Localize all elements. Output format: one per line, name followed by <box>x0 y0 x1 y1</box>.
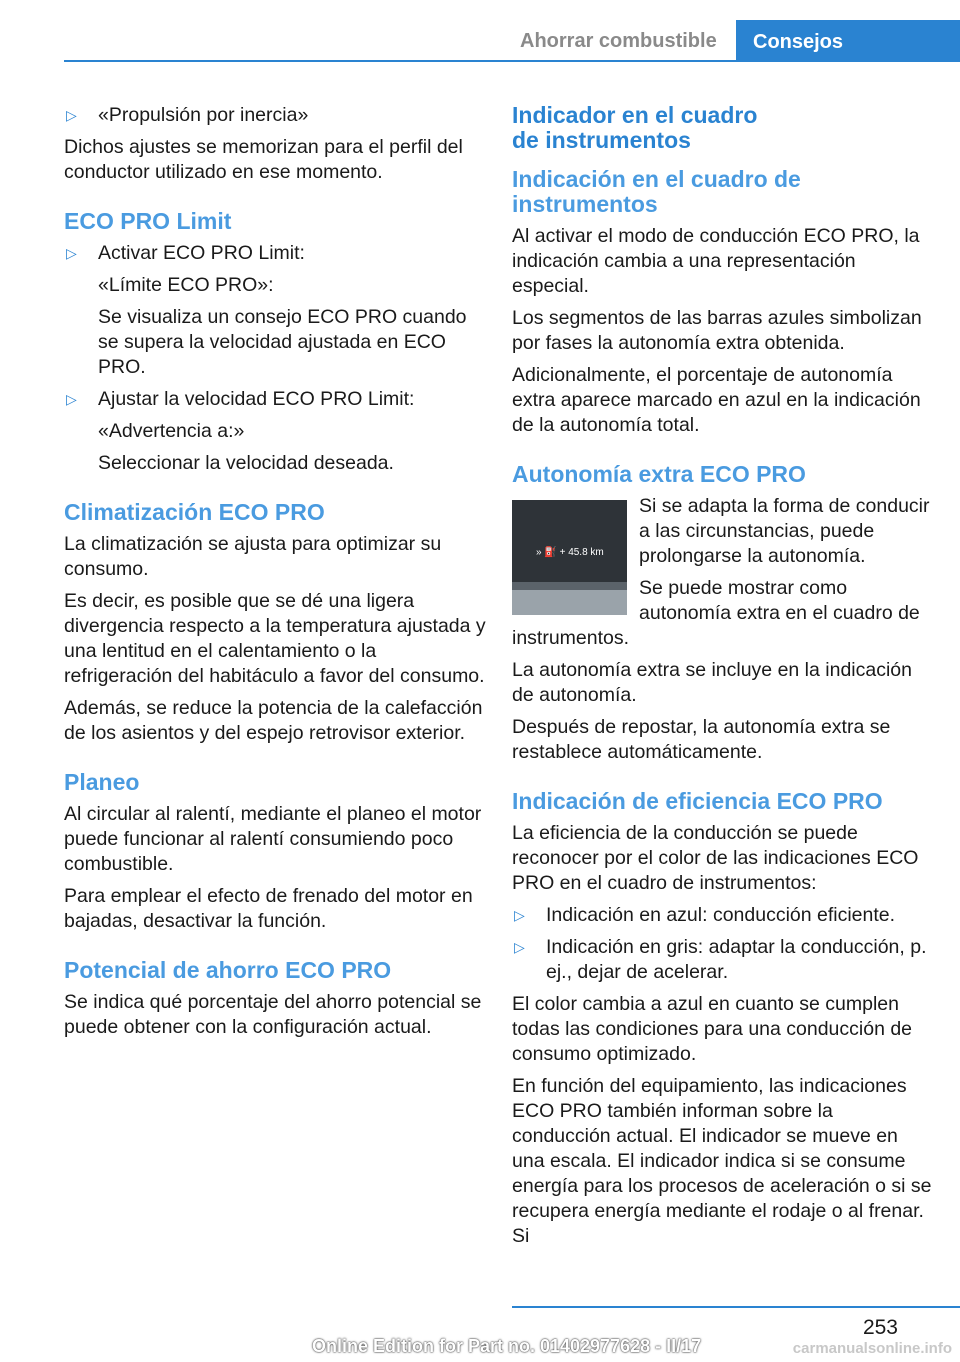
triangle-right-icon: ▷ <box>66 391 77 407</box>
edition-note: Online Edition for Part no. 01402977628 - II/17 <box>312 1336 702 1356</box>
section-heading-eco-limit: ECO PRO Limit <box>64 208 232 234</box>
body-paragraph: La autonomía extra se incluye en la indicación de autonomía. <box>512 659 912 706</box>
section-heading-savings: Potencial de ahorro ECO PRO <box>64 957 392 983</box>
body-paragraph: Para emplear el efecto de frenado del motor en bajadas, desactivar la función. <box>64 885 473 932</box>
list-item: ▷ Indicación en gris: adaptar la conducción, p. ej., dejar de acelerar. <box>514 936 927 983</box>
body-paragraph: Es decir, es posible que se dé una ligera divergencia respecto a la temperatura ajustada y una lentitud en el calentamiento o la refrigeración del habitáculo a favor del consumo. <box>64 590 486 687</box>
body-paragraph: Al activar el modo de conducción ECO PRO, la indicación cambia a una representación especial. <box>512 225 920 297</box>
footer-rule <box>512 1306 960 1308</box>
page-title: Indicador en el cuadro de instrumentos <box>512 102 758 153</box>
section-heading-efficiency: Indicación de eficiencia ECO PRO <box>512 788 883 814</box>
body-paragraph: La eficiencia de la conducción se puede reconocer por el color de las indicaciones ECO PRO en el cuadro de instrumentos: <box>512 822 919 894</box>
range-readout: » ⛽ + 45.8 km <box>536 547 604 558</box>
section-heading-coasting: Planeo <box>64 769 140 795</box>
body-paragraph: Adicionalmente, el porcentaje de autonomía extra aparece marcado en azul en la indicación de la autonomía total. <box>512 364 921 436</box>
body-paragraph: Se puede mostrar como autonomía extra en el cuadro de instrumentos. <box>512 577 920 649</box>
instrument-cluster-image <box>512 500 627 615</box>
header-rule <box>64 60 960 62</box>
watermark: carmanualsonline.info <box>792 1340 952 1357</box>
bullet-list <box>64 241 486 476</box>
list-item: ▷ Indicación en azul: conducción eficiente. <box>514 904 896 926</box>
triangle-right-icon: ▷ <box>66 245 77 261</box>
body-paragraph: Si se adapta la forma de conducir a las circunstancias, puede prolongarse la autonomía. <box>639 495 930 567</box>
body-paragraph: La climatización se ajusta para optimizar su consumo. <box>64 533 442 580</box>
left-column <box>64 103 486 1047</box>
section-heading-climate: Climatización ECO PRO <box>64 499 325 525</box>
body-paragraph: Los segmentos de las barras azules simbolizan por fases la autonomía extra obtenida. <box>512 307 922 354</box>
triangle-right-icon: ▷ <box>66 107 77 123</box>
bullet-list <box>512 903 932 985</box>
triangle-right-icon: ▷ <box>514 907 525 923</box>
body-paragraph: Dichos ajustes se memorizan para el perfil del conductor utilizado en ese momento. <box>64 136 463 183</box>
body-paragraph: Se indica qué porcentaje del ahorro potencial se puede obtener con la configuración actual. <box>64 991 482 1038</box>
list-item: ▷ Ajustar la velocidad ECO PRO Limit: «Advertencia a:» Seleccionar la velocidad deseada. <box>66 388 415 474</box>
body-paragraph: El color cambia a azul en cuanto se cumplen todas las condiciones para una conducción de consumo optimizado. <box>512 993 913 1065</box>
list-item: ▷ «Propulsión por inercia» <box>66 104 309 126</box>
chapter-tab[interactable]: Consejos <box>736 20 960 62</box>
body-paragraph: Además, se reduce la potencia de la calefacción de los asientos y del espejo retrovisor exterior. <box>64 697 483 744</box>
right-column <box>512 103 932 1256</box>
section-heading-range: Autonomía extra ECO PRO <box>512 461 806 487</box>
body-paragraph: Después de repostar, la autonomía extra se restablece automáticamente. <box>512 716 891 763</box>
bullet-list <box>64 103 486 128</box>
page-number: 253 <box>862 1316 898 1339</box>
body-paragraph: En función del equipamiento, las indicaciones ECO PRO también informan sobre la conducción actual. El indicador se mueve en una escala. El indicador indica si se consume energía para los procesos de aceleración o si se recupera energía mediante el rodaje o al frenar. Si <box>512 1075 932 1247</box>
list-item: ▷ Activar ECO PRO Limit: «Límite ECO PRO»: Se visualiza un consejo ECO PRO cuando se supera la velocidad ajustada en ECO PRO. <box>66 242 467 378</box>
section-heading-cluster: Indicación en el cuadro de instrumentos <box>512 166 801 217</box>
triangle-right-icon: ▷ <box>514 939 525 955</box>
body-paragraph: Al circular al ralentí, mediante el planeo el motor puede funcionar al ralentí consumiendo poco combustible. <box>64 803 482 875</box>
section-title: Ahorrar combustible <box>520 30 717 52</box>
